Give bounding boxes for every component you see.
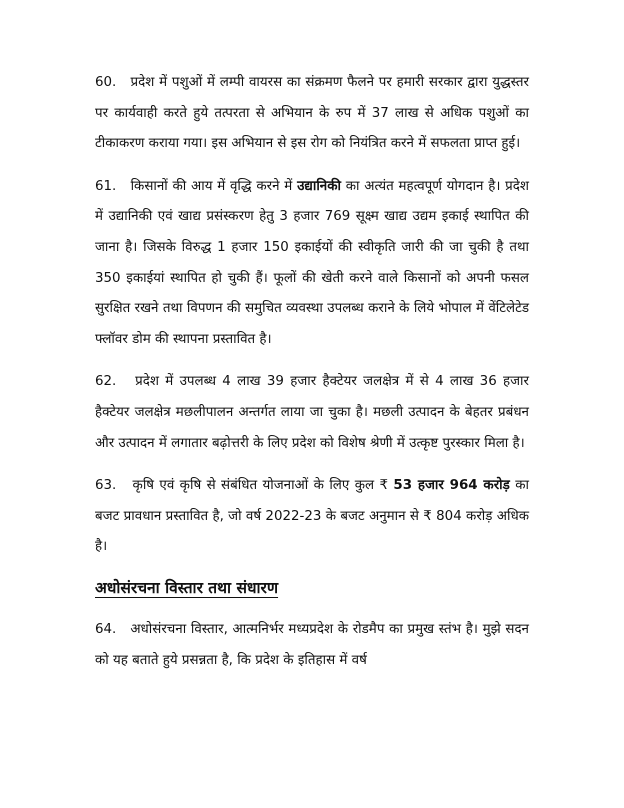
paragraph-text: कृषि एवं कृषि से संबंधित योजनाओं के लिए कुल ₹ — [132, 478, 388, 494]
paragraph-text: अधोसंरचना विस्तार, आत्मनिर्भर मध्यप्रदेश के रोडमैप का प्रमुख स्तंभ है। मुझे सदन को यह बताते हुये प्रसन्नता है, कि प्रदेश के इतिहास में वर्ष — [95, 621, 529, 668]
section-heading: अधोसंरचना विस्तार तथा संधारण — [95, 578, 279, 597]
paragraph-number: 63. — [95, 478, 117, 494]
bold-term: उद्यानिकी — [297, 178, 341, 194]
paragraph-number: 64. — [95, 621, 117, 637]
paragraph-63 — [95, 471, 529, 563]
paragraph-61 — [95, 172, 529, 356]
paragraph-text: का अत्यंत महत्वपूर्ण योगदान है। प्रदेश में उद्यानिकी एवं खाद्य प्रसंस्करण हेतु 3 हजार 769 सूक्ष्म खाद्य उद्यम इकाई स्थापित की जाना है। जिसके विरुद्ध 1 हजार 150 इकाईयों की स्वीकृति जारी की जा चुकी है तथा 350 इकाईयां स्थापित हो चुकी हैं। फूलों की खेती करने वाले किसानों को अपनी फसल सुरक्षित रखने तथा विपणन की समुचित व्यवस्था उपलब्ध कराने के लिये भोपाल में वेंटिलेटेड फ्लॉवर डोम की स्थापना प्रस्तावित है। — [95, 178, 529, 347]
paragraph-number: 61. — [95, 178, 117, 194]
paragraph-text: प्रदेश में पशुओं में लम्पी वायरस का संक्रमण फैलने पर हमारी सरकार द्वारा युद्धस्तर पर कार्यवाही करते हुये तत्परता से अभियान के रुप में 37 लाख से अधिक पशुओं का टीकाकरण कराया गया। इस अभियान से इस रोग को नियंत्रित करने में सफलता प्राप्त हुई। — [95, 75, 530, 152]
paragraph-text: किसानों की आय में वृद्धि करने में — [130, 178, 293, 194]
paragraph-64 — [95, 615, 529, 676]
paragraph-text: प्रदेश में उपलब्ध 4 लाख 39 हजार हैक्टेयर जलक्षेत्र में से 4 लाख 36 हजार हैक्टेयर जलक्षेत्र मछलीपालन अन्तर्गत लाया जा चुका है। मछली उत्पादन के बेहतर प्रबंधन और उत्पादन में लगातार बढ़ोत्तरी के लिए प्रदेश को विशेष श्रेणी में उत्कृष्ट पुरस्कार मिला है। — [95, 374, 529, 451]
document-body — [95, 68, 529, 688]
bold-amount: 53 हजार 964 करोड़ — [393, 478, 510, 494]
paragraph-number: 60. — [95, 75, 117, 90]
paragraph-62 — [95, 367, 529, 459]
paragraph-text: का बजट प्रावधान प्रस्तावित है, जो वर्ष 2022-23 के बजट अनुमान से ₹ 804 करोड़ अधिक है। — [95, 478, 529, 555]
paragraph-60 — [95, 68, 529, 160]
paragraph-number: 62. — [95, 374, 117, 390]
